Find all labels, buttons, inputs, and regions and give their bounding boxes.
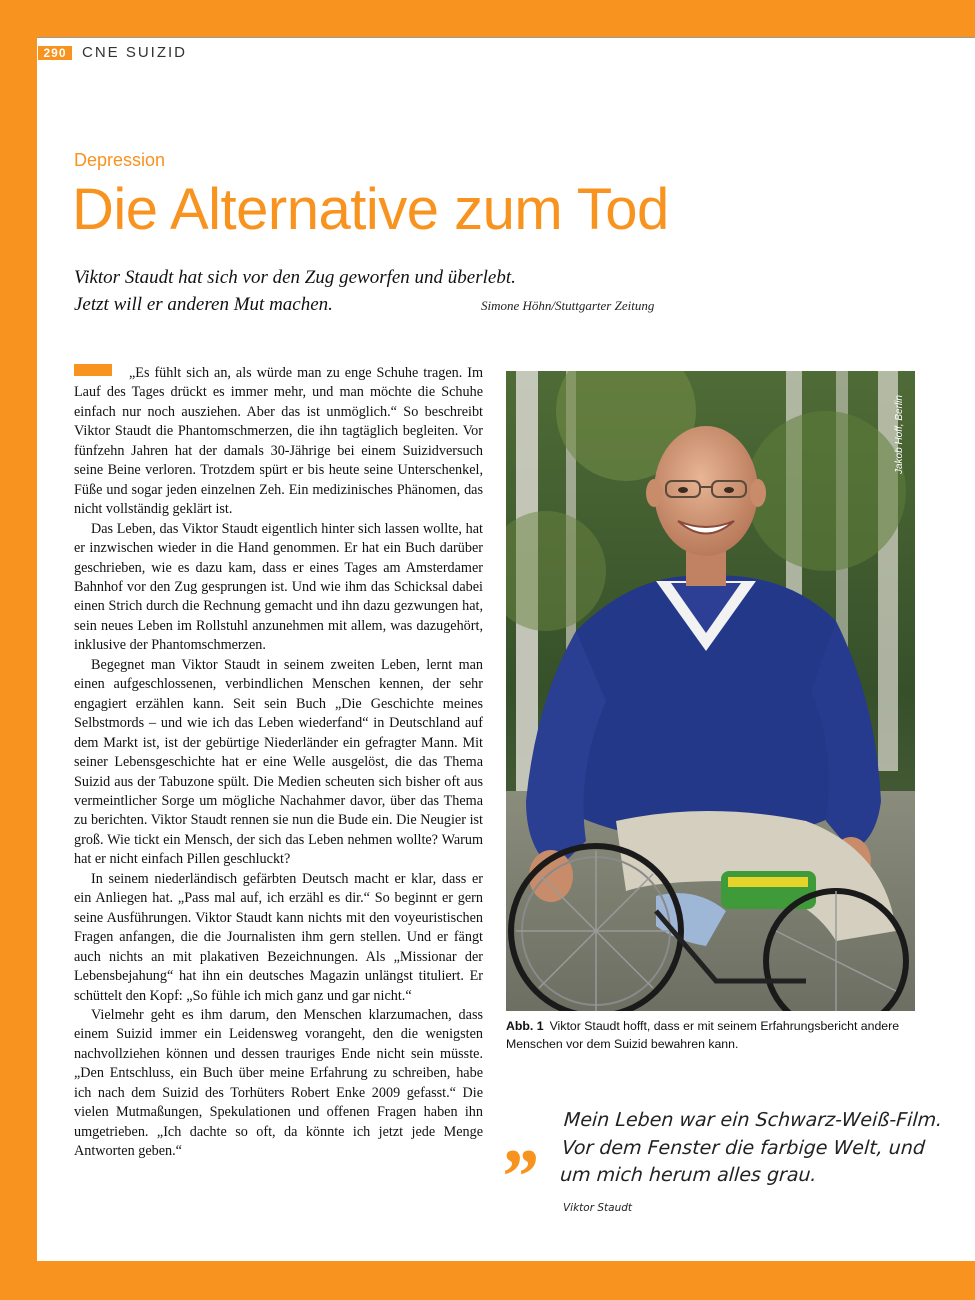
pull-quote-line: Mein Leben war ein Schwarz-Weiß-Film.	[563, 1109, 944, 1131]
photo-illustration	[506, 371, 915, 1011]
article-photo	[506, 371, 915, 1011]
section-label: CNE SUIZID	[82, 44, 188, 61]
article-start-marker	[74, 364, 112, 376]
pull-quote-line: Vor dem Fenster die farbige Welt, und	[561, 1136, 926, 1159]
article-body	[74, 364, 483, 1162]
pull-quote-author: Viktor Staudt	[563, 1202, 633, 1214]
figure-label: Abb. 1	[506, 1019, 544, 1033]
article-paragraph: In seinem niederländisch gefärbten Deutsch macht er klar, dass er ein Anliegen hat. „Pass mal auf, ich erzähl es dir.“ So beginnt er gern seine Ausführungen. Viktor Staudt kann nichts mit den voyeuristischen Fragen anfangen, die die Journalisten ihm gern stellen. Und er fängt auch nichts an mit plakativen Bezeichnungen. Als „Missionar der Lebensbejahung“ hat ihn ein deutsches Magazin unlängst tituliert. Er schüttelt den Kopf: „So fühle ich mich ganz und gar nicht.“	[74, 870, 483, 1004]
pull-quote	[559, 1107, 965, 1190]
pull-quote-line: um mich herum alles grau.	[559, 1164, 818, 1186]
article-paragraph: Vielmehr geht es ihm darum, den Menschen klarzumachen, dass einem Suizid immer ein Leidensweg vorangeht, den die wenigsten nachvollziehen können und dessen trauriges Ende nicht sein müsste. „Den Entschluss, ein Buch über meine Erfahrung zu schreiben, habe ich nach dem Suizid des Torhüters Robert Enke 2009 gefasst.“ Die vielen Mutmaßungen, Spekulationen und offenen Fragen haben ihn umgetrieben. „Ich dachte so oft, da könnte ich jetzt jede Menge Antworten geben.“	[74, 1006, 483, 1160]
quotation-mark-icon: „	[505, 1092, 544, 1179]
article-paragraph: Begegnet man Viktor Staudt in seinem zweiten Leben, lernt man einen aufgeschlossenen, verbindlichen Menschen kennen, der sehr engagiert erzählen kann. Seit sein Buch „Die Geschichte meines Selbstmords – und wie ich das Leben wiederfand“ in Deutschland auf dem Markt ist, ist der gebürtige Niederländer ein gefragter Mann. Mit seiner Lebensgeschichte hat er eine Welle ausgelöst, die das Thema Suizid aus der Tabuzone spült. Die Medien scheuten sich bisher oft aus vermeintlicher Sorge um mögliche Nachahmer davor, über das Thema zu berichten. Viktor Staudt rennen sie nun die Bude ein. Die Neugier ist groß. Wie tickt ein Mensch, der sich das Leben nehmen wollte? Warum hat er nicht einfach Pillen geschluckt?	[74, 656, 483, 868]
article-paragraph	[74, 364, 483, 520]
teaser-line: Viktor Staudt hat sich vor den Zug geworfen und überlebt.	[74, 267, 516, 288]
magazine-page	[37, 37, 975, 1261]
teaser-line: Jetzt will er anderen Mut machen.	[74, 294, 333, 315]
page-number: 290	[38, 46, 72, 60]
figure-caption	[506, 1017, 915, 1053]
article-kicker: Depression	[74, 150, 166, 170]
header-rule	[37, 37, 975, 38]
article-paragraph: Das Leben, das Viktor Staudt eigentlich hinter sich lassen wollte, hat er inzwischen wieder in die Hand genommen. Er hat ein Buch darüber geschrieben, wie es dazu kam, dass er eines Tages am Amsterdamer Bahnhof vor den Zug gesprungen ist. Und wie ihm das Schicksal dabei einen Strich durch die Rechnung gemacht und ihn dazu gezwungen hat, sein neues Leben im Rollstuhl anzunehmen mit allem, was dazugehört, inklusive der Phantomschmerzen.	[74, 520, 483, 654]
figure-caption-text: Viktor Staudt hofft, dass er mit seinem Erfahrungsbericht andere Menschen vor dem Suizid bewahren kann.	[506, 1019, 900, 1051]
paragraph-text: „Es fühlt sich an, als würde man zu enge Schuhe tragen. Im Lauf des Tages drückt es immer mehr, und man möchte die Schuhe einfach nur noch ausziehen. Aber das ist unmöglich.“ So beschreibt Viktor Staudt die Phantomschmerzen, die ihn tagtäglich begleiten. Vor fünfzehn Jahren hat der damals 30-Jährige bei einem Suizidversuch seine Beine verloren. Trotzdem spürt er bis heute seine Unterschenkel, Füße und sogar jeden einzelnen Zeh. Ein medizinisches Phänomen, das nicht vollständig geklärt ist.	[74, 365, 483, 518]
article-byline: Simone Höhn/Stuttgarter Zeitung	[481, 298, 655, 313]
article-headline: Die Alternative zum Tod	[72, 177, 669, 242]
photo-credit: Jakob Hoff, Berlin	[894, 395, 905, 474]
